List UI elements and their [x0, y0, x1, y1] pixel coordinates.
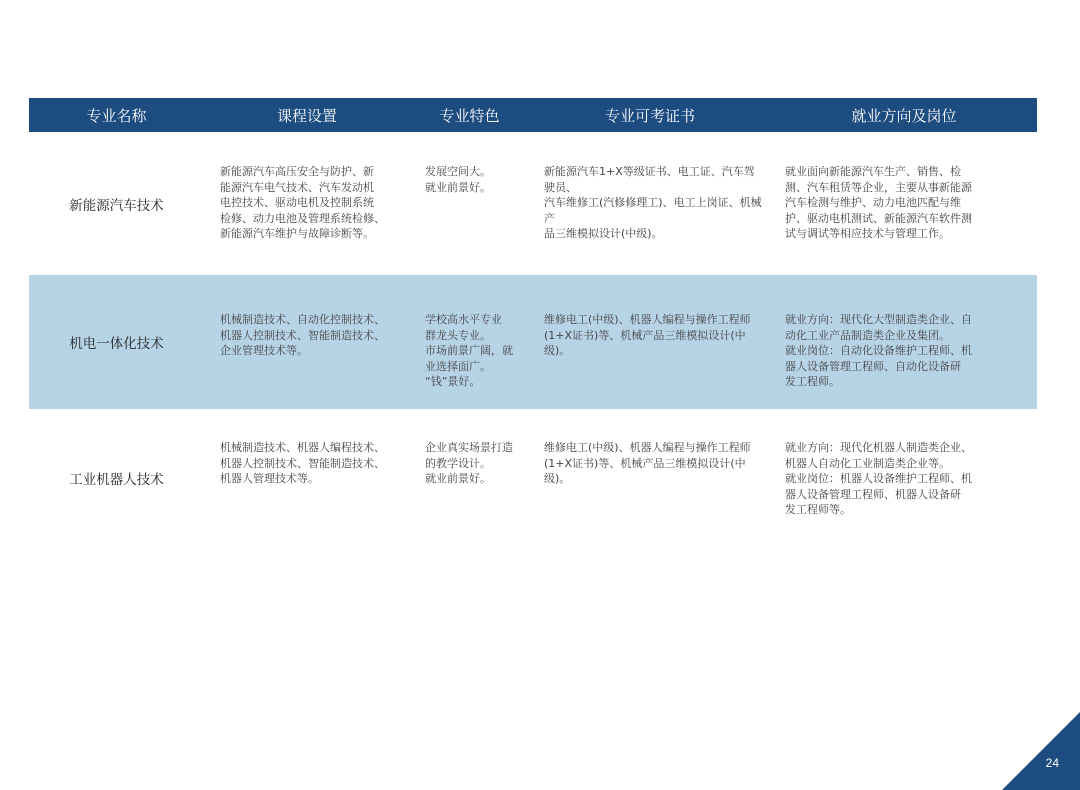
features-cell: 企业真实场景打造 的教学设计。 就业前景好。 [425, 441, 513, 485]
programs-table [29, 98, 1037, 547]
career-cell: 就业方向：现代化机器人制造类企业、 机器人自动化工业制造类企业等。 就业岗位：机器人设备维护工程师、机 器人设备管理工程师、机器人设备研 发工程师等。 [785, 441, 972, 516]
courses-cell: 机械制造技术、自动化控制技术、 机器人控制技术、智能制造技术、 企业管理技术等。 [220, 313, 385, 357]
table-header [29, 98, 1037, 132]
header-courses: 课程设置 [276, 106, 337, 125]
header-certificates: 专业可考证书 [604, 106, 695, 125]
features-cell: 学校高水平专业 群龙头专业。 市场前景广阔，就 业选择面广。 “钱”景好。 [425, 313, 513, 388]
table-row [29, 275, 1037, 409]
header-features: 专业特色 [439, 106, 500, 125]
major-name: 工业机器人技术 [69, 472, 164, 488]
major-name: 机电一体化技术 [69, 336, 164, 352]
table-row [29, 132, 1037, 275]
certificates-cell: 新能源汽车1+X等级证书、电工证、汽车驾驶员、 汽车维修工(汽修修理工)、电工上岗证、机械产 品三维模拟设计(中级)。 [544, 165, 762, 240]
table-row [29, 409, 1037, 547]
features-cell: 发展空间大。 就业前景好。 [425, 165, 491, 194]
career-cell: 就业面向新能源汽车生产、销售、检 测、汽车租赁等企业，主要从事新能源 汽车检测与维护、动力电池匹配与维 护、驱动电机测试、新能源汽车软件测 试与调试等相应技术与管理工作。 [785, 165, 972, 240]
major-name: 新能源汽车技术 [69, 197, 164, 214]
career-cell: 就业方向：现代化大型制造类企业、自 动化工业产品制造类企业及集团。 就业岗位：自动化设备维护工程师、机 器人设备管理工程师、自动化设备研 发工程师。 [785, 313, 972, 388]
corner-decoration [1002, 712, 1080, 790]
courses-cell: 新能源汽车高压安全与防护、新 能源汽车电气技术、汽车发动机 电控技术、驱动电机及控制系统 检修、动力电池及管理系统检修、 新能源汽车维护与故障诊断等。 [220, 165, 385, 240]
header-major-name: 专业名称 [86, 106, 147, 125]
courses-cell: 机械制造技术、机器人编程技术、 机器人控制技术、智能制造技术、 机器人管理技术等。 [220, 441, 385, 485]
header-career: 就业方向及岗位 [851, 106, 957, 125]
certificates-cell: 维修电工(中级)、机器人编程与操作工程师 (1+X证书)等、机械产品三维模拟设计(中级)。 [544, 313, 751, 357]
page-number: 24 [1045, 756, 1059, 770]
certificates-cell: 维修电工(中级)、机器人编程与操作工程师 (1+X证书)等、机械产品三维模拟设计(中级)。 [544, 441, 751, 485]
